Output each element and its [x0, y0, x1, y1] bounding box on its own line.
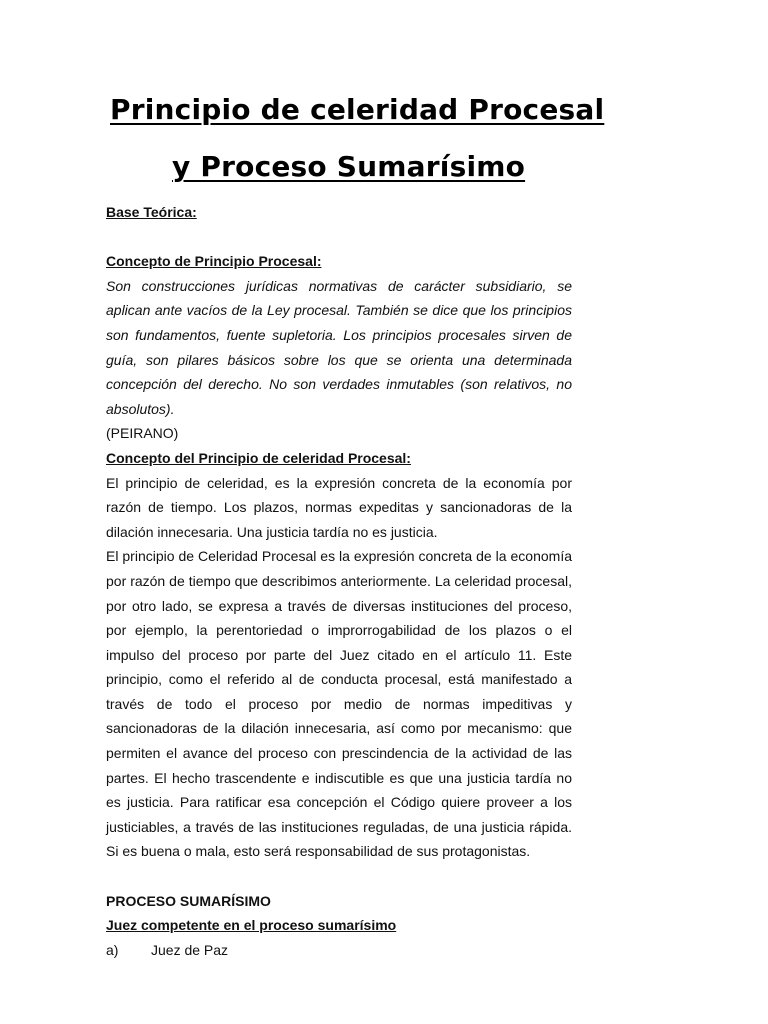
- document-body: [106, 200, 572, 962]
- list-item-text: Juez de Paz: [151, 941, 229, 958]
- section-heading-celeridad: Concepto del Principio de celeridad Procesal:: [106, 449, 411, 466]
- document-title-line-1: Principio de celeridad Procesal: [110, 93, 605, 126]
- subheading-juez-competente: Juez competente en el proceso sumarísimo: [106, 917, 397, 934]
- section-heading-concepto-principio: Concepto de Principio Procesal:: [106, 253, 322, 270]
- list-marker: a): [106, 941, 119, 958]
- section-heading-base-teorica: Base Teórica:: [106, 204, 197, 220]
- spacer: [106, 864, 572, 889]
- section-heading-proceso-sumarisimo: PROCESO SUMARÍSIMO: [106, 892, 271, 909]
- citation-peirano: (PEIRANO): [106, 425, 179, 442]
- spacer: [106, 225, 572, 250]
- concepto-principio-paragraph: Son construcciones jurídicas normativas de carácter subsidiario, se aplican ante vacíos de la Ley procesal. También se dice que los principios son fundamentos, fuente supletoria. Los principios procesales sirven de guía, son pilares básicos sobre los que se orienta una determinada concepción del derecho. No son verdades inmutables (son relativos, no absolutos).: [106, 277, 572, 417]
- celeridad-paragraph-2: El principio de Celeridad Procesal es la expresión concreta de la economía por razón de tiempo que describimos anteriormente. La celeridad procesal, por otro lado, se expresa a través de diversas instituciones del proceso, por ejemplo, la perentoriedad o improrrogabilidad de los plazos o el impulso del proceso por parte del Juez citado en el artículo 11. Este principio, como el referido al de conducta procesal, está manifestado a través de todo el proceso por medio de normas impeditivas y sancionadoras de la dilación innecesaria, así como por mecanismo: que permiten el avance del proceso con prescindencia de la actividad de las partes. El hecho trascendente e indiscutible es que una justicia tardía no es justicia. Para ratificar esa concepción el Código quiere proveer a los justiciables, a través de las instituciones reguladas, de una justicia rápida. Si es buena o mala, esto será responsabilidad de sus protagonistas.: [106, 548, 572, 860]
- list-item: [106, 938, 572, 963]
- celeridad-paragraph-1: El principio de celeridad, es la expresión concreta de la economía por razón de tiempo. Los plazos, normas expeditas y sancionadoras de la dilación innecesaria. Una justicia tardía no es justicia.: [106, 474, 572, 540]
- document-title-line-2: y Proceso Sumarísimo: [172, 150, 526, 183]
